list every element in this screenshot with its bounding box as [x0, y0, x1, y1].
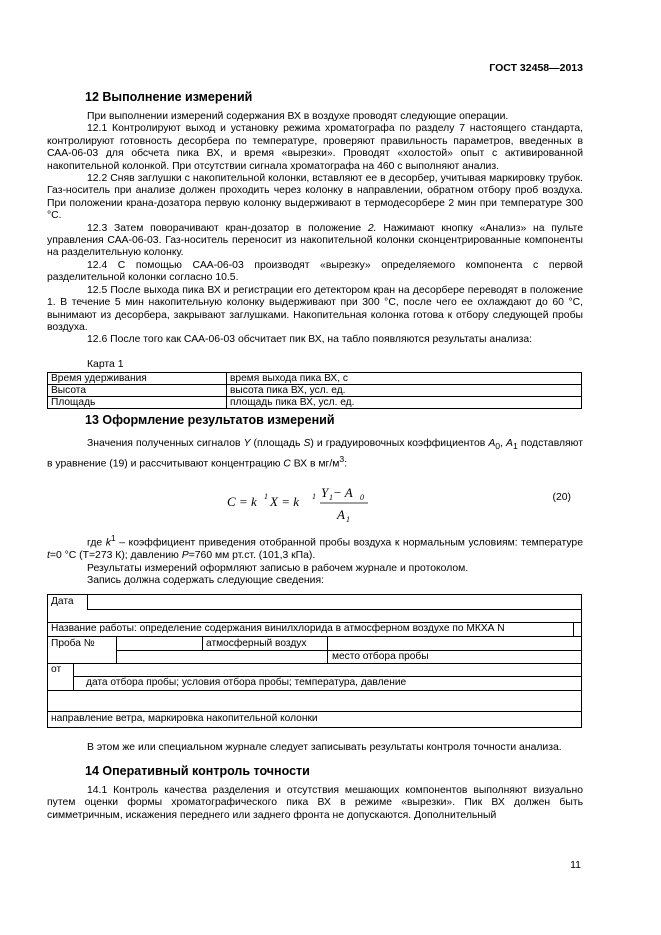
text-run: – коэффициент приведения отобранной пробы воздуха к нормальным условиям: температуре: [115, 537, 583, 549]
paragraph-14-1: 14.1 Контроль качества разделения и отсутствия мешающих компонентов выполняют визуально путем оценки формы хроматографического пика ВХ в режиме «вырезки». Пик ВХ должен быть симметричным, искажения переднего или заднего фронта не допускаются. Дополнительный: [47, 784, 583, 821]
equation-number: (20): [552, 492, 571, 504]
formula-lhs: C = k: [227, 494, 257, 510]
formula-numerator-y: Y: [321, 485, 329, 501]
subscript: 1: [512, 441, 518, 452]
paragraph-12-2: 12.2 Сняв заглушки с накопительной колонки, вставляют ее в десорбер, учитывая маркировку трубок. Газ-носитель при анализе должен проходить через колонку в направлении, обратном отбору проб воздуха. При положении крана-дозатора первую колонку выдерживают в термодесорбере 2 мин при температуре 300 °С.: [47, 173, 583, 222]
paragraph-13-where: [47, 532, 583, 562]
paragraph-12-5: 12.5 После выхода пика ВХ и регистрации его детектором кран на десорбере переводят в положение 1. В течение 5 мин накопительную колонку выдерживают при 300 °С, после чего ее охлаждают до 60 °С, вынимают из десорбера, закрывают заглушками. Накопительная колонка готова к отбору следующей пробы воздуха.: [47, 284, 583, 333]
document-header: ГОСТ 32458—2013: [489, 62, 583, 74]
text-run: ) и градуировочных коэффициентов: [310, 438, 489, 450]
text-run: (площадь: [250, 438, 304, 450]
table-row: [48, 385, 582, 397]
table-cell: Высота: [48, 385, 227, 397]
text-run: =0 °С (Т=273 К); давлению: [49, 550, 182, 562]
form-line: [48, 663, 581, 664]
section-12-title: 12 Выполнение измерений: [85, 90, 253, 104]
paragraph-12-6: 12.6 После того как САА-06-03 обсчитает пик ВХ, на табло появляются результаты анализа:: [87, 334, 533, 346]
text-run: 12.3 Затем поворачивают кран-дозатор в положение: [87, 222, 368, 234]
superscript: 1: [110, 533, 116, 544]
text-run: подставляют в уравнение (19) и рассчитывают концентрацию: [47, 438, 583, 470]
subscript: 0: [495, 441, 501, 452]
table-cell: Время удерживания: [48, 373, 227, 385]
formula-denominator-a: A: [337, 507, 345, 523]
symbol-t: t: [47, 550, 50, 562]
text-run-italic: 2.: [367, 222, 377, 234]
text-run: ,: [500, 438, 507, 450]
text-run: ВХ в мг/м: [290, 458, 340, 470]
table-row: [48, 373, 582, 385]
paragraph-12-4: 12.4 С помощью САА-06-03 производят «вырезку» определяемого компонента с первой разделительной колонки согласно 10.5.: [47, 259, 583, 284]
table-cell: высота пика ВХ, усл. ед.: [227, 385, 582, 397]
text-run: где: [87, 537, 106, 549]
formula-denominator-sub: 1: [346, 515, 350, 525]
form-sampling-label: дата отбора пробы; условия отбора пробы; температура, давление: [86, 676, 407, 688]
table-cell: Площадь: [48, 397, 227, 409]
section-12-intro: При выполнении измерений содержания ВХ в воздухе проводят следующие операции.: [87, 111, 509, 122]
paragraph-13-results: Результаты измерений оформляют записью в рабочем журнале и протоколом.: [87, 562, 469, 574]
form-title-row: Название работы: определение содержания винилхлорида в атмосферном воздухе по МКХА N: [51, 622, 505, 634]
symbol-s: S: [303, 438, 311, 450]
form-line: [48, 636, 581, 637]
form-place-label: место отбора пробы: [332, 650, 429, 662]
form-from-label: от: [51, 663, 62, 675]
superscript: 3: [339, 453, 345, 464]
formula-numerator-sub1: 1: [329, 493, 333, 503]
form-line: [573, 622, 574, 636]
form-date-label: Дата: [51, 595, 74, 607]
text-run: Нажимают кнопку «Анализ» на пульте управления САА-06-03. Газ-носитель переносит из накопительной колонки сконцентрированные компоненты на разделительную колонку.: [47, 222, 583, 259]
paragraph-12-1: 12.1 Контролируют выход и установку режима хроматографа по разделу 7 настоящего стандарта, контролируют готовность десорбера по температуре, проверяют правильность параметров, введенных в САА-06-03 для обсчета пика ВХ, и время «вырезки». Проводят «холостой» опыт с активированной накопительной колонкой. При отсутствии сигнала хроматографа на 460 с выполняют анализ.: [47, 123, 583, 172]
page-content: [47, 90, 583, 822]
table-cell: площадь пика ВХ, усл. ед.: [227, 397, 582, 409]
text-run: =760 мм рт.ст. (101,3 кПа).: [188, 550, 316, 562]
formula-k-sup: 1: [264, 492, 268, 502]
symbol-a1: A: [506, 438, 513, 450]
form-line: [202, 636, 203, 650]
section-13-title: 13 Оформление результатов измерений: [85, 413, 335, 428]
formula-k2-sup: 1: [312, 492, 316, 502]
formula-mid: X = k: [270, 494, 299, 510]
text-run: :: [344, 458, 348, 470]
paragraph-after-form: В этом же или специальном журнале следует записывать результаты контроля точности анализа.: [87, 741, 562, 753]
paragraph-12-3: [47, 223, 583, 260]
text-run: Значения полученных сигналов: [87, 438, 244, 450]
formula-20: [47, 476, 583, 528]
formula-numerator-minus: − A: [333, 485, 353, 501]
formula-svg: [227, 476, 407, 528]
card-caption: Карта 1: [87, 358, 124, 370]
form-line: [87, 609, 581, 610]
formula-numerator-sub0: 0: [360, 493, 364, 503]
form-sample-no-label: Проба №: [51, 637, 95, 649]
symbol-c: С: [283, 458, 291, 470]
table-cell: время выхода пика ВХ, с: [227, 373, 582, 385]
form-line: [48, 690, 581, 691]
form-line: [87, 595, 88, 609]
form-wind-label: направление ветра, маркировка накопительной колонки: [51, 712, 318, 724]
table-row: [48, 397, 582, 409]
page-number: 11: [570, 859, 581, 871]
symbol-k: k: [105, 537, 111, 549]
card-table: [47, 372, 582, 409]
record-form: [47, 594, 582, 728]
section-14-title: 14 Оперативный контроль точности: [85, 763, 310, 778]
symbol-a0: A: [488, 438, 496, 450]
paragraph-13-signals: [47, 438, 583, 470]
symbol-p: Р: [181, 550, 189, 562]
symbol-y: Y: [243, 438, 251, 450]
paragraph-13-record: Запись должна содержать следующие сведения:: [87, 575, 324, 587]
form-air-label: атмосферный воздух: [206, 637, 307, 649]
form-line: [48, 711, 581, 712]
